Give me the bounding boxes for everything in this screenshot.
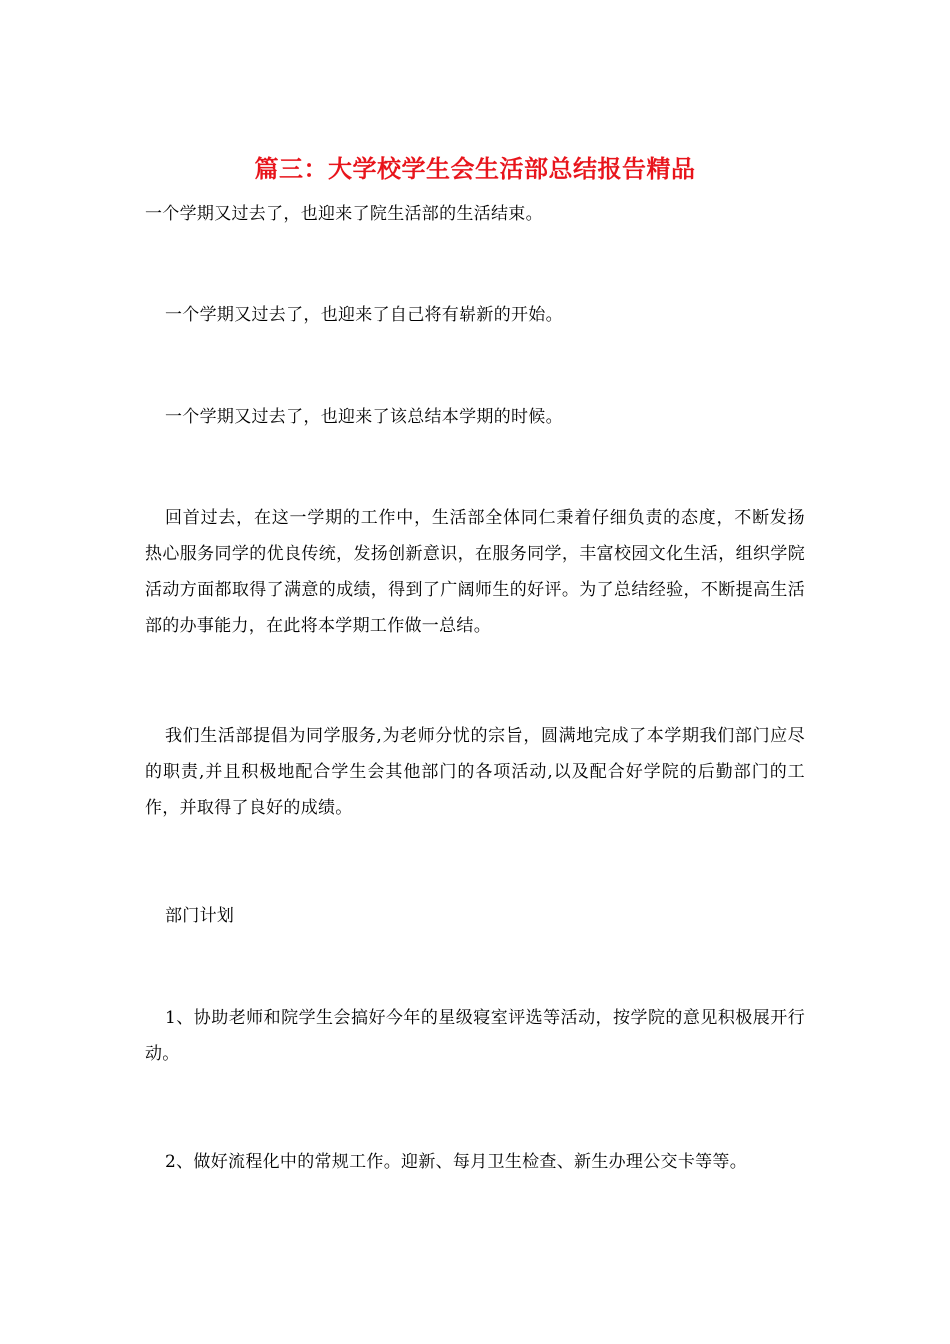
paragraph-2: 一个学期又过去了，也迎来了自己将有崭新的开始。 [165, 305, 563, 325]
paragraph-1: 一个学期又过去了，也迎来了院生活部的生活结束。 [145, 204, 543, 224]
paragraph-4: 回首过去，在这一学期的工作中，生活部全体同仁秉着仔细负责的态度，不断发扬热心服务同学的优良传统，发扬创新意识，在服务同学，丰富校园文化生活，组织学院活动方面都取得了满意的成绩，得到了广阔师生的好评。为了总结经验，不断提高生活部的办事能力，在此将本学期工作做一总结。 [145, 508, 805, 636]
section-heading-department-plan: 部门计划 [165, 906, 235, 926]
paragraph-plan-1: 1、协助老师和院学生会搞好今年的星级寝室评选等活动，按学院的意见积极展开行动。 [145, 1008, 805, 1064]
document-title: 篇三：大学校学生会生活部总结报告精品 [254, 154, 696, 183]
paragraph-plan-2: 2、做好流程化中的常规工作。迎新、每月卫生检查、新生办理公交卡等等。 [165, 1152, 748, 1172]
paragraph-3: 一个学期又过去了，也迎来了该总结本学期的时候。 [165, 407, 563, 427]
paragraph-5: 我们生活部提倡为同学服务,为老师分忧的宗旨，圆满地完成了本学期我们部门应尽的职责,并且积极地配合学生会其他部门的各项活动,以及配合好学院的后勤部门的工作，并取得了良好的成绩。 [145, 726, 805, 818]
